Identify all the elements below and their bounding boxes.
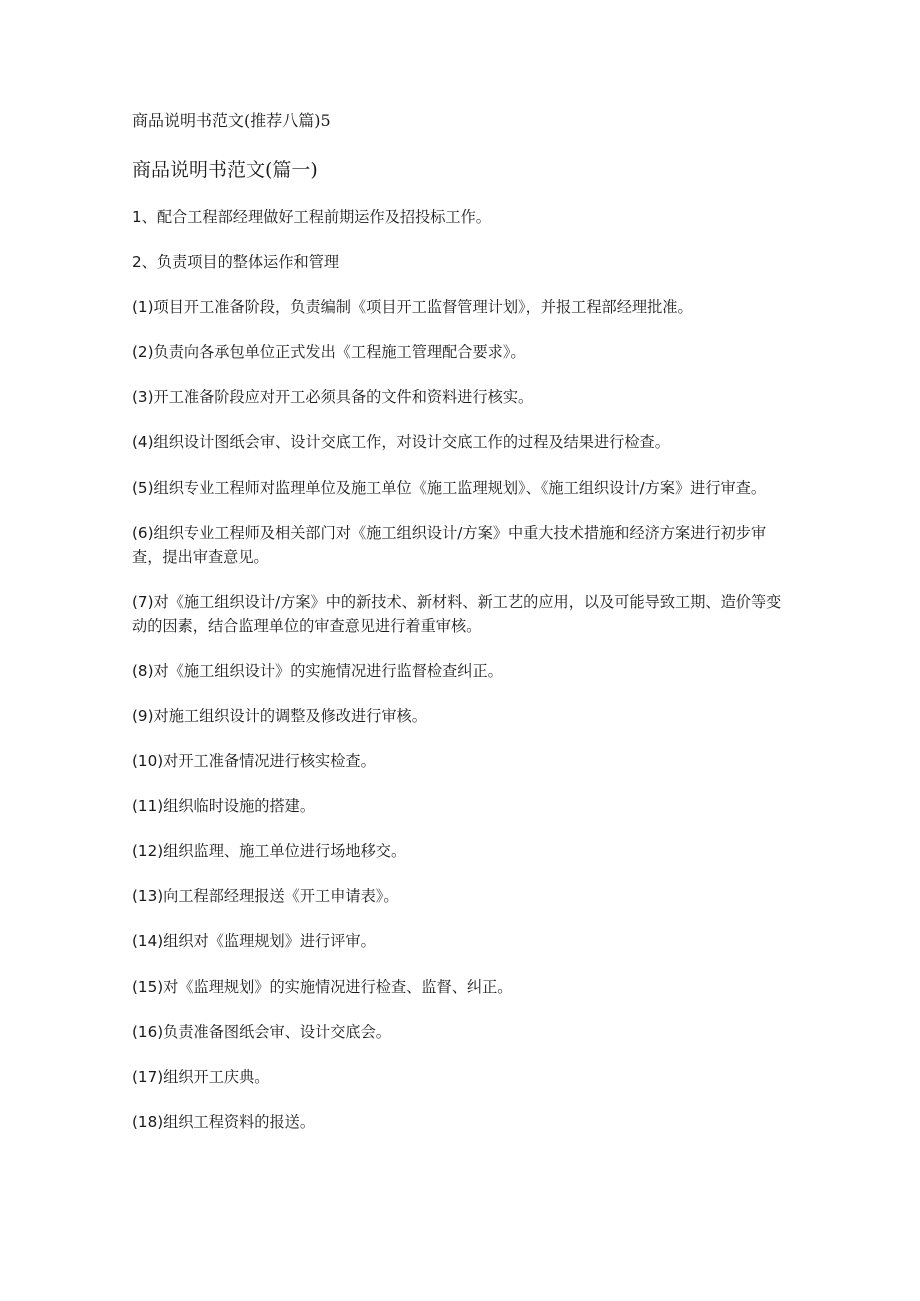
paragraph: (13)向工程部经理报送《开工申请表》。 [132, 887, 399, 906]
document-title: 商品说明书范文(推荐八篇)5 [132, 111, 331, 130]
paragraph: (5)组织专业工程师对监理单位及施工单位《施工监理规划》、《施工组织设计/方案》进行审查。 [132, 478, 767, 497]
paragraph: (14)组织对《监理规划》进行评审。 [132, 932, 376, 951]
paragraph: (12)组织监理、施工单位进行场地移交。 [132, 842, 407, 861]
paragraph: (11)组织临时设施的搭建。 [132, 797, 316, 816]
paragraph: (6)组织专业工程师及相关部门对《施工组织设计/方案》中重大技术措施和经济方案进行初步审查，提出审查意见。 [132, 523, 767, 566]
paragraph: (2)负责向各承包单位正式发出《工程施工管理配合要求》。 [132, 343, 526, 362]
document-body [132, 205, 782, 1155]
paragraph: (9)对施工组织设计的调整及修改进行审核。 [132, 706, 427, 725]
paragraph: 1、配合工程部经理做好工程前期运作及招投标工作。 [132, 208, 491, 226]
section-heading: 商品说明书范文(篇一) [132, 159, 318, 181]
paragraph: (3)开工准备阶段应对开工必须具备的文件和资料进行核实。 [132, 388, 534, 407]
paragraph: 2、负责项目的整体运作和管理 [132, 253, 340, 272]
paragraph: (4)组织设计图纸会审、设计交底工作，对设计交底工作的过程及结果进行检查。 [132, 433, 670, 452]
paragraph: (15)对《监理规划》的实施情况进行检查、监督、纠正。 [132, 977, 513, 996]
paragraph: (10)对开工准备情况进行核实检查。 [132, 752, 376, 771]
paragraph: (1)项目开工准备阶段，负责编制《项目开工监督管理计划》，并报工程部经理批准。 [132, 298, 693, 317]
paragraph: (17)组织开工庆典。 [132, 1067, 270, 1086]
paragraph: (8)对《施工组织设计》的实施情况进行监督检查纠正。 [132, 661, 503, 680]
paragraph: (7)对《施工组织设计/方案》中的新技术、新材料、新工艺的应用，以及可能导致工期、造价等变动的因素，结合监理单位的审查意见进行着重审核。 [132, 592, 782, 635]
paragraph: (18)组织工程资料的报送。 [132, 1112, 316, 1131]
paragraph: (16)负责准备图纸会审、设计交底会。 [132, 1022, 391, 1041]
